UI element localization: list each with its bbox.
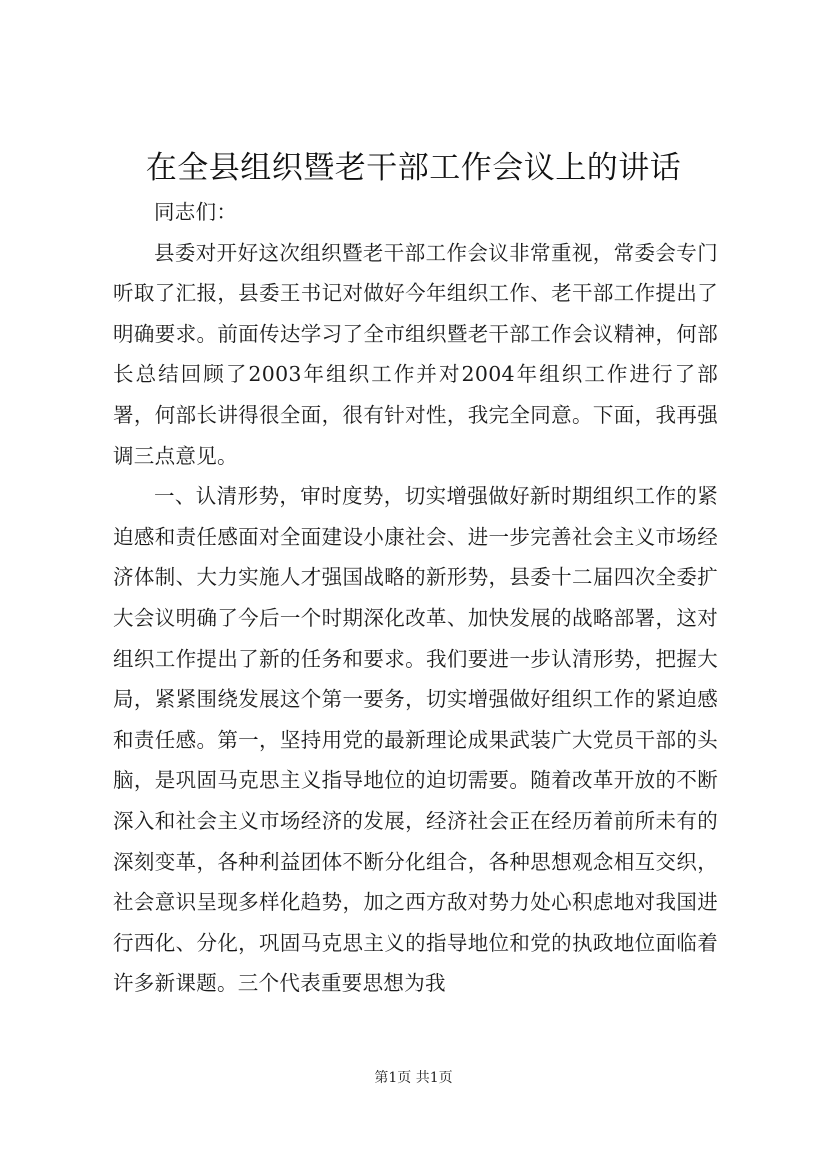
paragraph-2: 一、认清形势，审时度势，切实增强做好新时期组织工作的紧迫感和责任感面对全面建设小康社会、进一步完善社会主义市场经济体制、大力实施人才强国战略的新形势，县委十二届四次全委扩大会议明确了今后一个时期深化改革、加快发展的战略部署，这对组织工作提出了新的任务和要求。我们要进一步认清形势，把握大局，紧紧围绕发展这个第一要务，切实增强做好组织工作的紧迫感和责任感。第一，坚持用党的最新理论成果武装广大党员干部的头脑，是巩固马克思主义指导地位的迫切需要。随着改革开放的不断深入和社会主义市场经济的发展，经济社会正在经历着前所未有的深刻变革，各种利益团体不断分化组合，各种思想观念相互交织，社会意识呈现多样化趋势，加之西方敌对势力处心积虑地对我国进行西化、分化，巩固马克思主义的指导地位和党的执政地位面临着许多新课题。三个代表重要思想为我 xyxy=(113,484,718,996)
page-footer: 第1页 共1页 xyxy=(374,1070,453,1086)
paragraph-1: 县委对开好这次组织暨老干部工作会议非常重视，常委会专门听取了汇报，县委王书记对做好今年组织工作、老干部工作提出了明确要求。前面传达学习了全市组织暨老干部工作会议精神，何部长总结回顾了2003年组织工作并对2004年组织工作进行了部署，何部长讲得很全面，很有针对性，我完全同意。下面，我再强调三点意见。 xyxy=(113,240,718,468)
salutation: 同志们： xyxy=(154,200,238,224)
document-body xyxy=(113,192,718,1004)
document-title: 在全县组织暨老干部工作会议上的讲话 xyxy=(145,150,682,186)
